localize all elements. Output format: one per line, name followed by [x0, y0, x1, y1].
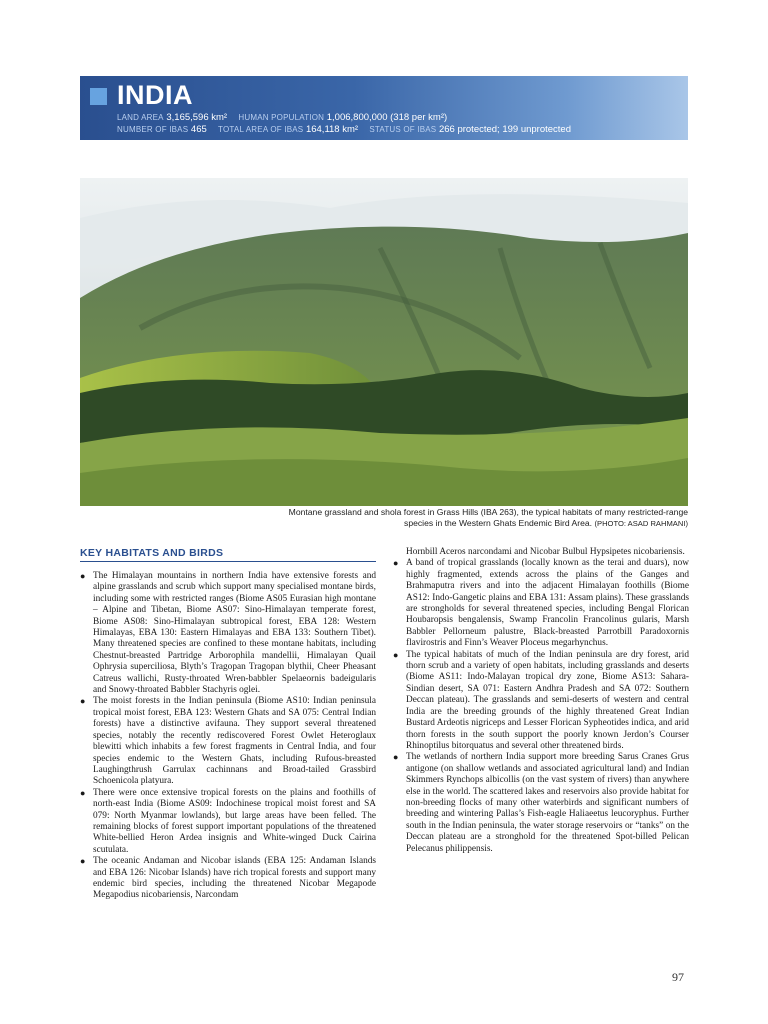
- bullet-paragraph: [393, 558, 689, 649]
- landscape-photo: [80, 178, 688, 506]
- bullet-icon: ●: [393, 649, 399, 660]
- stats-line-1: [117, 112, 447, 123]
- left-column: [80, 571, 376, 902]
- page-number: 97: [672, 970, 684, 984]
- bullet-paragraph: [393, 752, 689, 855]
- stat-label: STATUS OF IBAS: [369, 125, 437, 134]
- section-rule: [80, 561, 376, 562]
- stats-line-2: [117, 124, 571, 135]
- continued-paragraph: [393, 547, 689, 558]
- paragraph-text: A band of tropical grasslands (locally known as the terai and duars), now highly fragmented, extends across the plains of the Ganges and Brahmaputra rivers and into the adjacent Himalayan foothills (Biome AS12: Indo-Gangetic plains and EBA 131: Assam plains). These grasslands are strongholds for several threatened species, including Bengal Florican Houbaropsis bengalensis, Swamp Francolin Francolinus gularis, Marsh Babbler Pellorneum palustre, Black-breasted Parrotbill Paradoxornis flavirostris and Finn’s Weaver Ploceus megarhynchus.: [406, 558, 689, 649]
- stat-value: 164,118 km²: [305, 124, 359, 135]
- bullet-paragraph: [80, 788, 376, 856]
- stat-label: HUMAN POPULATION: [238, 113, 325, 122]
- bullet-paragraph: [80, 696, 376, 787]
- stat-label: TOTAL AREA OF IBAS: [218, 125, 304, 134]
- paragraph-text: Hornbill Aceros narcondami and Nicobar Bulbul Hypsipetes nicobariensis.: [406, 547, 685, 557]
- paragraph-text: The wetlands of northern India support more breeding Sarus Cranes Grus antigone (on shallow wetlands and associated agricultural land) and Indian Skimmers Rynchops albicollis (on the vast system of rivers) than anywhere else in the world. The scattered lakes and reservoirs also provide habitat for non-breeding flocks of many other waterbirds and significant numbers of breeding and wintering Pallas’s Fish-eagle Haliaeetus leucoryphus. Further south in the Indian peninsula, the water storage reservoirs or “tanks” on the Deccan plateau are a stronghold for the threatened Spot-billed Pelican Pelecanus philippensis.: [406, 752, 689, 854]
- bullet-paragraph: [80, 571, 376, 696]
- bullet-icon: ●: [80, 571, 86, 581]
- caption-text: Montane grassland and shola forest in Grass Hills (IBA 263), the typical habitats of many restricted-range species in the Western Ghats Endemic Bird Area.: [288, 507, 688, 528]
- bullet-paragraph: [80, 856, 376, 902]
- landscape-illustration: [80, 178, 688, 506]
- bullet-icon: ●: [80, 787, 86, 798]
- stat-value: 1,006,800,000 (318 per km²): [326, 112, 448, 123]
- bullet-icon: ●: [393, 558, 399, 569]
- paragraph-text: The Himalayan mountains in northern India have extensive forests and alpine grasslands and scrub which support many specialised montane birds, including some with restricted ranges (Biome AS05 Eurasian high montane – Alpine and Tibetan, Biome AS07: Sino-Himalayan temperate forest, Biome AS08: Sino-Himalayan subtropical forest, EBA 128: Western Himalayas, EBA 130: Eastern Himalayas and EBA 133: Southern Tibet). Many threatened species are confined to these montane habitats, including Chestnut-breasted Partridge Arborophila mandellii, Himalayan Quail Ophrysia superciliosa, Blyth’s Tragopan Tragopan blythii, Cheer Pheasant Catreus wallichi, Rusty-throated Wren-babbler Spelaeornis badeigularis and Snowy-throated Babbler Stachyris oglei.: [93, 571, 376, 696]
- bullet-icon: ●: [80, 696, 86, 707]
- photo-caption: [270, 507, 688, 529]
- paragraph-text: The typical habitats of much of the Indian peninsula are dry forest, arid thorn scrub and a variety of open habitats, including grasslands and deserts (Biome AS11: Indo-Malayan tropical dry zone, Biome AS13: Sahara-Sindian desert, SA 071: Eastern Andhra Pradesh and SA 072: Southern Deccan plateau). The grasslands and semi-deserts of western and central India are the breeding grounds of the highly threatened Great Indian Bustard Ardeotis nigriceps and Lesser Florican Sypheotides indica, and arid thorn forests in the south support the poorly known Jerdon’s Courser Rhinoptilus bitorquatus and several other threatened birds.: [406, 649, 689, 751]
- photo-credit: (PHOTO: ASAD RAHMANI): [594, 519, 688, 528]
- square-icon: [90, 88, 107, 105]
- paragraph-text: There were once extensive tropical forests on the plains and foothills of north-east India (Biome AS09: Indochinese tropical moist forest and SA 079: North Myanmar lowlands), but large areas have been felled. The remaining blocks of forest support important populations of the threatened White-bellied Heron Ardea insignis and White-winged Duck Cairina scutulata.: [93, 787, 376, 855]
- paragraph-text: The oceanic Andaman and Nicobar islands (EBA 125: Andaman Islands and EBA 126: Nicobar Islands) have rich tropical forests and support many endemic bird species, including the threatened Nicobar Megapode Megapodius nicobariensis, Narcondam: [93, 856, 376, 901]
- bullet-paragraph: [393, 650, 689, 753]
- right-column: [393, 547, 689, 855]
- bullet-icon: ●: [80, 856, 86, 867]
- bullet-icon: ●: [393, 752, 399, 763]
- stat-label: NUMBER OF IBAS: [117, 125, 189, 134]
- paragraph-text: The moist forests in the Indian peninsula (Biome AS10: Indian peninsula tropical moist forest, EBA 123: Western Ghats and SA 075: Central Indian forests) have a distinctive avifauna. They support several threatened species, notably the recently rediscovered Forest Owlet Heteroglaux blewitti which inhabits a few forest fragments in Central India, and four species endemic to the Western Ghats, including Rufous-breasted Laughingthrush Garrulax cachinnans and Broad-tailed Grassbird Schoenicola platyura.: [93, 696, 376, 787]
- stat-value: 3,165,596 km²: [166, 112, 228, 123]
- stat-value: 465: [190, 124, 207, 135]
- section-heading: KEY HABITATS AND BIRDS: [80, 547, 224, 559]
- stat-label: LAND AREA: [117, 113, 164, 122]
- stat-value: 266 protected; 199 unprotected: [438, 124, 571, 135]
- country-title: INDIA: [117, 80, 193, 110]
